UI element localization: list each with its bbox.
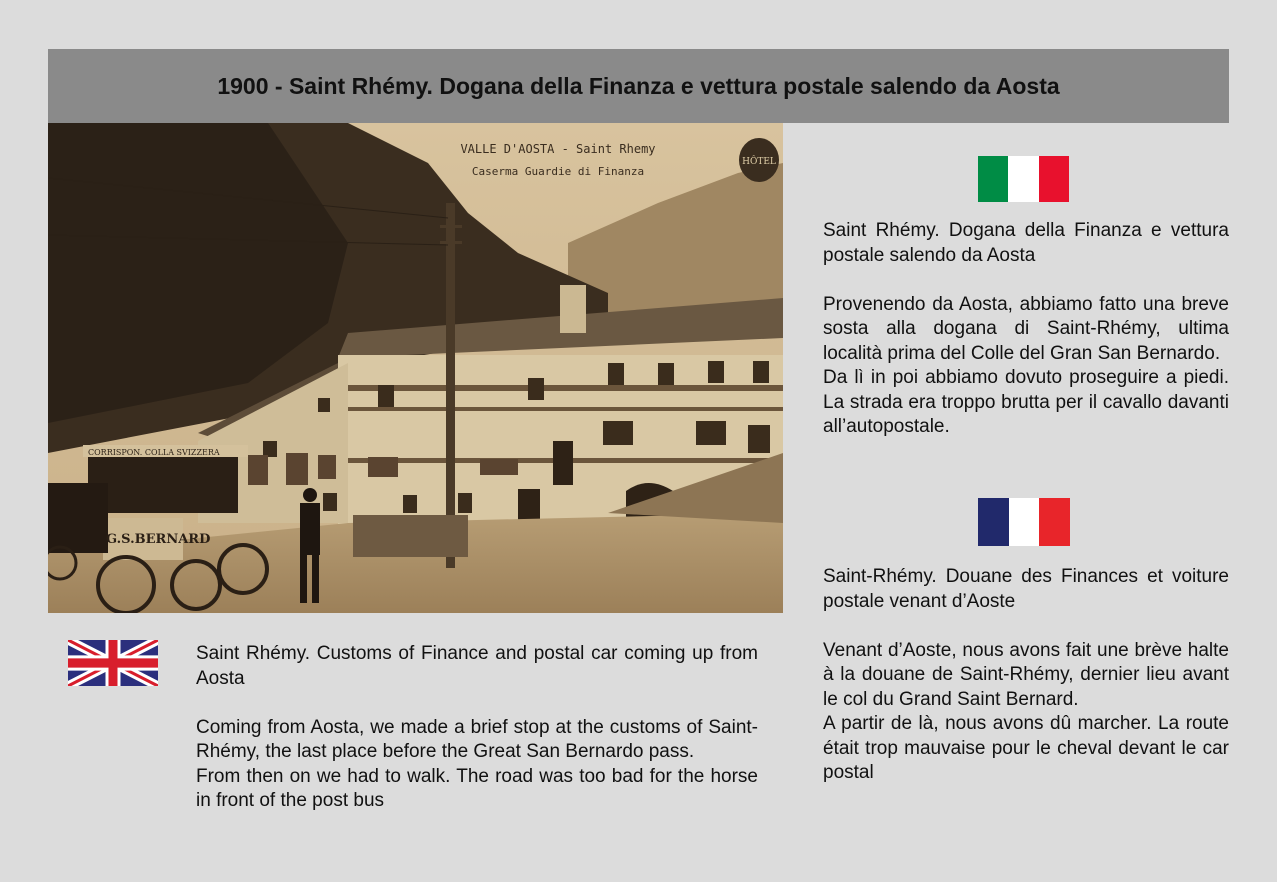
french-flag-icon	[978, 498, 1070, 546]
title-bar	[48, 49, 1229, 123]
italian-paragraph-2: Da lì in poi abbiamo dovuto proseguire a piedi. La strada era troppo brutta per il cavallo davanti all’autopostale.	[823, 367, 1229, 437]
postcard-caption-line2: Caserma Guardie di Finanza	[471, 165, 645, 178]
french-paragraph-1: Venant d’Aoste, nous avons fait une brève halte à la douane de Saint-Rhémy, dernier lieu avant le col du Grand Saint Bernard.	[823, 639, 1229, 710]
french-paragraph-2: A partir de là, nous avons dû marcher. La route était trop mauvaise pour le cheval devant le car postal	[823, 713, 1229, 783]
coach-sign-text: CORRISPON. COLLA SVIZZERA	[88, 448, 220, 457]
italian-heading: Saint Rhémy. Dogana della Finanza e vettura postale salendo da Aosta	[823, 220, 1229, 266]
english-paragraph-2: From then on we had to walk. The road was too bad for the horse in front of the post bus	[196, 765, 758, 811]
historic-postcard-photo	[48, 123, 783, 613]
french-text	[823, 565, 1229, 786]
hotel-sign-text: HÔTEL	[742, 157, 776, 167]
italian-text	[823, 219, 1229, 440]
page-title: 1900 - Saint Rhémy. Dogana della Finanza e vettura postale salendo da Aosta	[217, 72, 1060, 99]
coach-name-text: G.S.BERNARD	[106, 532, 211, 547]
english-paragraph-1: Coming from Aosta, we made a brief stop at the customs of Saint-Rhémy, the last place before the Great San Bernardo pass.	[196, 716, 758, 762]
uk-flag-icon	[68, 640, 158, 686]
italian-paragraph-1: Provenendo da Aosta, abbiamo fatto una breve sosta alla dogana di Saint-Rhémy, ultima località prima del Colle del Gran San Bernardo.	[823, 293, 1229, 364]
italian-flag-icon	[978, 156, 1069, 202]
postcard-caption-line1: VALLE D'AOSTA - Saint Rhemy	[460, 142, 656, 156]
english-heading: Saint Rhémy. Customs of Finance and postal car coming up from Aosta	[196, 643, 758, 689]
french-heading: Saint-Rhémy. Douane des Finances et voiture postale venant d’Aoste	[823, 566, 1229, 612]
english-text	[196, 642, 758, 814]
